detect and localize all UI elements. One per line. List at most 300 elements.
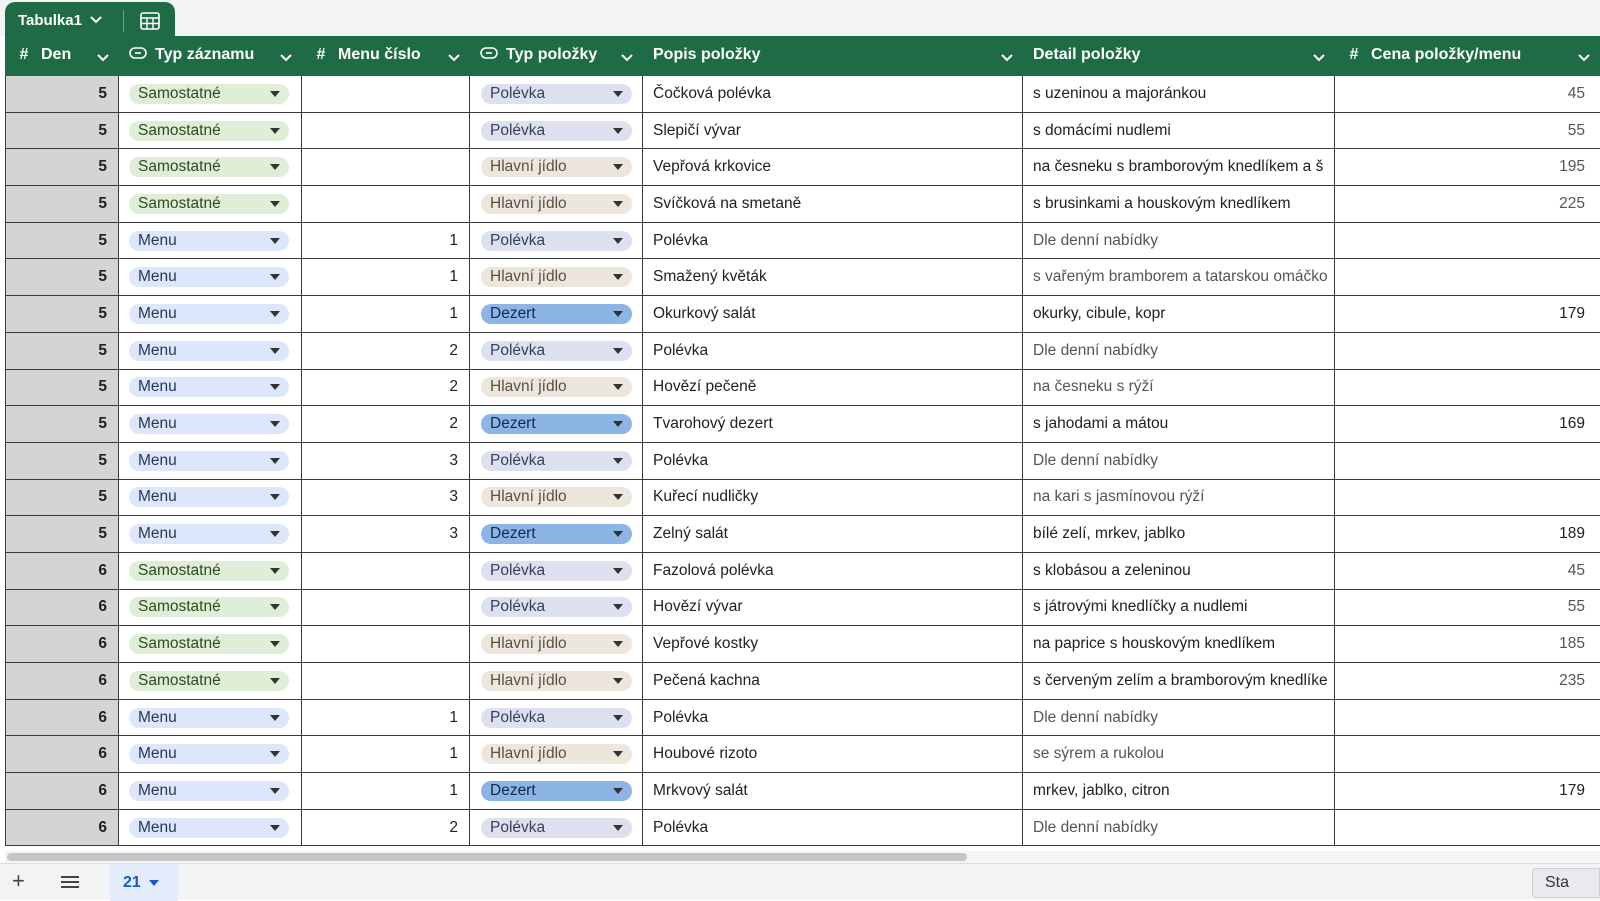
cell-cena[interactable]: 225 [1559,194,1585,212]
typ-polozky-chip[interactable] [481,524,632,544]
cell-typ-zaznamu[interactable] [119,370,302,406]
typ-polozky-chip-label: Hlavní jídlo [490,488,567,506]
cell-typ-polozky[interactable] [470,443,643,479]
cell-menu-cislo[interactable]: 1 [302,700,470,736]
typ-zaznamu-chip[interactable] [129,121,289,141]
caret-down-icon[interactable] [270,458,280,464]
cell-detail-polozky[interactable]: s vařeným bramborem a tatarskou omáčko [1023,259,1335,295]
chevron-down-icon[interactable] [90,16,102,24]
caret-down-icon[interactable] [613,494,623,500]
cell-typ-zaznamu[interactable] [119,516,302,552]
cell-typ-zaznamu[interactable] [119,333,302,369]
cell-detail-polozky[interactable]: mrkev, jablko, citron [1023,773,1335,809]
caret-down-icon[interactable] [613,568,623,574]
cell-typ-zaznamu[interactable] [119,113,302,149]
add-sheet-button[interactable]: + [12,868,25,893]
caret-down-icon[interactable] [613,238,623,244]
cell-detail-polozky[interactable]: bílé zelí, mrkev, jablko [1023,516,1335,552]
column-header-3[interactable] [302,36,470,73]
cell-typ-polozky[interactable] [470,626,643,662]
column-header-7[interactable] [1335,36,1600,73]
horizontal-scrollbar[interactable] [5,851,1600,863]
table-row[interactable] [5,626,1600,663]
column-header-label: Detail položky [1033,45,1141,63]
cell-typ-polozky[interactable] [470,296,643,332]
cell-typ-zaznamu[interactable] [119,259,302,295]
chevron-down-icon[interactable] [1578,49,1590,67]
cell-typ-zaznamu[interactable] [119,149,302,185]
cell-detail-polozky[interactable]: Dle denní nabídky [1023,223,1335,259]
cell-den[interactable]: 5 [5,296,119,332]
table-row[interactable] [5,663,1600,700]
cell-menu-cislo[interactable]: 2 [302,333,470,369]
cell-cena[interactable]: 189 [1559,525,1585,543]
cell-typ-zaznamu[interactable] [119,553,302,589]
cell-cena[interactable] [1335,443,1600,479]
caret-down-icon[interactable] [613,825,623,831]
column-header-label: Den [41,45,72,63]
typ-zaznamu-chip[interactable] [129,84,289,104]
cell-detail-polozky[interactable]: na česneku s bramborovým knedlíkem a š [1023,149,1335,185]
typ-polozky-chip[interactable] [481,634,632,654]
caret-down-icon[interactable] [270,274,280,280]
table-row[interactable] [5,259,1600,296]
cell-den[interactable]: 6 [5,663,119,699]
typ-zaznamu-chip[interactable] [129,708,289,728]
cell-detail-polozky[interactable]: Dle denní nabídky [1023,810,1335,846]
cell-popis-polozky[interactable]: Pečená kachna [643,663,1023,699]
cell-popis-polozky[interactable]: Polévka [643,443,1023,479]
cell-menu-cislo[interactable] [302,626,470,662]
cell-den[interactable]: 6 [5,700,119,736]
caret-down-icon[interactable] [613,311,623,317]
table-row[interactable] [5,149,1600,186]
cell-typ-zaznamu[interactable] [119,76,302,112]
table-row[interactable] [5,296,1600,333]
caret-down-icon[interactable] [613,604,623,610]
cell-popis-polozky[interactable]: Vepřové kostky [643,626,1023,662]
table-row[interactable] [5,810,1600,847]
typ-zaznamu-chip[interactable] [129,781,289,801]
caret-down-icon[interactable] [270,238,280,244]
caret-down-icon[interactable] [613,458,623,464]
typ-polozky-chip[interactable] [481,377,632,397]
column-header-label: Typ položky [506,45,598,63]
chevron-down-icon[interactable] [1001,49,1013,67]
cell-detail-polozky[interactable]: s brusinkami a houskovým knedlíkem [1023,186,1335,222]
cell-den[interactable]: 5 [5,113,119,149]
scrollbar-thumb[interactable] [7,853,967,861]
cell-cena[interactable]: 195 [1559,158,1585,176]
cell-typ-zaznamu[interactable] [119,626,302,662]
typ-zaznamu-chip[interactable] [129,671,289,691]
cell-typ-zaznamu[interactable] [119,810,302,846]
cell-detail-polozky[interactable]: Dle denní nabídky [1023,443,1335,479]
table-row[interactable] [5,223,1600,260]
cell-den[interactable]: 6 [5,810,119,846]
cell-cena[interactable]: 55 [1567,121,1585,139]
table-row[interactable] [5,333,1600,370]
cell-detail-polozky[interactable]: s červeným zelím a bramborovým knedlíke [1023,663,1335,699]
dropdown-chip-icon [127,46,149,64]
typ-polozky-chip[interactable] [481,267,632,287]
cell-detail-polozky[interactable]: se sýrem a rukolou [1023,736,1335,772]
cell-menu-cislo[interactable] [302,76,470,112]
typ-zaznamu-chip-label: Menu [138,341,177,359]
cell-detail-polozky[interactable]: Dle denní nabídky [1023,333,1335,369]
typ-polozky-chip[interactable] [481,597,632,617]
caret-down-icon[interactable] [613,274,623,280]
cell-popis-polozky[interactable]: Polévka [643,700,1023,736]
cell-typ-zaznamu[interactable] [119,773,302,809]
cell-typ-zaznamu[interactable] [119,700,302,736]
cell-detail-polozky[interactable]: na česneku s rýží [1023,370,1335,406]
column-header-4[interactable] [470,36,643,73]
typ-zaznamu-chip[interactable] [129,231,289,251]
cell-typ-polozky[interactable] [470,700,643,736]
typ-zaznamu-chip-label: Samostatné [138,598,221,616]
caret-down-icon[interactable] [613,201,623,207]
cell-typ-polozky[interactable] [470,370,643,406]
cell-den[interactable]: 5 [5,480,119,516]
caret-down-icon[interactable] [270,164,280,170]
typ-zaznamu-chip-label: Samostatné [138,84,221,102]
cell-typ-polozky[interactable] [470,223,643,259]
typ-zaznamu-chip-label: Samostatné [138,194,221,212]
cell-typ-polozky[interactable] [470,663,643,699]
cell-typ-zaznamu[interactable] [119,296,302,332]
caret-down-icon[interactable] [270,568,280,574]
table-row[interactable] [5,553,1600,590]
cell-den[interactable]: 6 [5,626,119,662]
table-row[interactable] [5,516,1600,553]
caret-down-icon[interactable] [270,384,280,390]
typ-polozky-chip-label: Polévka [490,598,546,616]
caret-down-icon[interactable] [270,201,280,207]
cell-cena[interactable]: 45 [1567,84,1585,102]
cell-typ-zaznamu[interactable] [119,590,302,626]
typ-polozky-chip[interactable] [481,84,632,104]
cell-popis-polozky[interactable]: Hovězí pečeně [643,370,1023,406]
cell-den[interactable]: 6 [5,773,119,809]
typ-polozky-chip[interactable] [481,744,632,764]
cell-menu-cislo[interactable] [302,663,470,699]
typ-polozky-chip[interactable] [481,231,632,251]
cell-den[interactable]: 5 [5,333,119,369]
caret-down-icon[interactable] [270,604,280,610]
cell-cena[interactable] [1335,480,1600,516]
cell-typ-zaznamu[interactable] [119,663,302,699]
typ-zaznamu-chip[interactable] [129,818,289,838]
cell-den[interactable]: 5 [5,406,119,442]
caret-down-icon[interactable] [613,788,623,794]
cell-cena[interactable]: 179 [1559,304,1585,322]
column-header-1[interactable] [5,36,119,73]
cell-detail-polozky[interactable]: okurky, cibule, kopr [1023,296,1335,332]
caret-down-icon[interactable] [270,348,280,354]
caret-down-icon[interactable] [613,751,623,757]
caret-down-icon[interactable] [270,531,280,537]
caret-down-icon[interactable] [613,91,623,97]
cell-menu-cislo[interactable] [302,186,470,222]
cell-typ-polozky[interactable] [470,553,643,589]
cell-popis-polozky[interactable]: Fazolová polévka [643,553,1023,589]
cell-typ-polozky[interactable] [470,113,643,149]
cell-cena[interactable] [1335,810,1600,846]
chevron-down-icon[interactable] [97,49,109,67]
cell-popis-polozky[interactable]: Okurkový salát [643,296,1023,332]
grid-sheet-icon[interactable] [139,10,161,37]
cell-popis-polozky[interactable]: Polévka [643,810,1023,846]
table-row[interactable] [5,76,1600,113]
table-tab[interactable] [5,2,175,38]
cell-cena[interactable]: 235 [1559,671,1585,689]
caret-down-icon[interactable] [270,128,280,134]
sheet-list-icon[interactable] [60,875,80,894]
typ-polozky-chip[interactable] [481,414,632,434]
cell-popis-polozky[interactable]: Mrkvový salát [643,773,1023,809]
cell-typ-zaznamu[interactable] [119,480,302,516]
typ-polozky-chip[interactable] [481,341,632,361]
cell-den[interactable]: 5 [5,149,119,185]
cell-typ-polozky[interactable] [470,810,643,846]
typ-zaznamu-chip[interactable] [129,524,289,544]
typ-polozky-chip[interactable] [481,671,632,691]
chevron-down-icon[interactable] [448,49,460,67]
cell-menu-cislo[interactable] [302,149,470,185]
cell-detail-polozky[interactable]: na kari s jasmínovou rýží [1023,480,1335,516]
table-row[interactable] [5,113,1600,150]
table-row[interactable] [5,590,1600,627]
typ-polozky-chip-label: Dezert [490,415,536,433]
cell-typ-polozky[interactable] [470,480,643,516]
table-row[interactable] [5,186,1600,223]
cell-menu-cislo[interactable]: 1 [302,296,470,332]
cell-typ-zaznamu[interactable] [119,736,302,772]
cell-cena[interactable] [1335,333,1600,369]
caret-down-icon[interactable] [613,641,623,647]
cell-den[interactable]: 5 [5,443,119,479]
cell-popis-polozky[interactable]: Svíčková na smetaně [643,186,1023,222]
caret-down-icon[interactable] [613,678,623,684]
caret-down-icon[interactable] [270,825,280,831]
caret-down-icon[interactable] [270,751,280,757]
typ-polozky-chip[interactable] [481,194,632,214]
typ-zaznamu-chip[interactable] [129,194,289,214]
cell-typ-polozky[interactable] [470,406,643,442]
cell-den[interactable]: 6 [5,553,119,589]
cell-menu-cislo[interactable]: 3 [302,480,470,516]
typ-polozky-chip[interactable] [481,708,632,728]
cell-detail-polozky[interactable]: Dle denní nabídky [1023,700,1335,736]
cell-menu-cislo[interactable] [302,590,470,626]
typ-polozky-chip[interactable] [481,304,632,324]
cell-popis-polozky[interactable]: Polévka [643,223,1023,259]
typ-polozky-chip-label: Polévka [490,121,546,139]
cell-menu-cislo[interactable]: 1 [302,259,470,295]
cell-cena[interactable]: 169 [1559,415,1585,433]
typ-zaznamu-chip[interactable] [129,561,289,581]
typ-polozky-chip[interactable] [481,487,632,507]
table-row[interactable] [5,736,1600,773]
typ-zaznamu-chip[interactable] [129,487,289,507]
number-type-icon: # [316,45,326,63]
cell-typ-zaznamu[interactable] [119,443,302,479]
typ-zaznamu-chip-label: Menu [138,304,177,322]
cell-detail-polozky[interactable]: s uzeninou a majoránkou [1023,76,1335,112]
cell-popis-polozky[interactable]: Hovězí vývar [643,590,1023,626]
table-row[interactable] [5,480,1600,517]
column-header-label: Typ záznamu [155,45,255,63]
cell-den[interactable]: 6 [5,590,119,626]
cell-popis-polozky[interactable]: Houbové rizoto [643,736,1023,772]
typ-polozky-chip[interactable] [481,818,632,838]
typ-polozky-chip[interactable] [481,781,632,801]
cell-detail-polozky[interactable]: s klobásou a zeleninou [1023,553,1335,589]
column-header-6[interactable] [1023,36,1335,73]
cell-menu-cislo[interactable] [302,113,470,149]
cell-cena[interactable]: 45 [1567,561,1585,579]
table-row[interactable] [5,700,1600,737]
cell-cena[interactable] [1335,736,1600,772]
caret-down-icon[interactable] [270,715,280,721]
cell-popis-polozky[interactable]: Polévka [643,333,1023,369]
typ-polozky-chip-label: Hlavní jídlo [490,745,567,763]
cell-typ-polozky[interactable] [470,516,643,552]
typ-polozky-chip[interactable] [481,121,632,141]
cell-detail-polozky[interactable]: na paprice s houskovým knedlíkem [1023,626,1335,662]
caret-down-icon[interactable] [270,91,280,97]
cell-detail-polozky[interactable]: s játrovými knedlíčky a nudlemi [1023,590,1335,626]
table-row[interactable] [5,406,1600,443]
cell-popis-polozky[interactable]: Slepičí vývar [643,113,1023,149]
cell-popis-polozky[interactable]: Zelný salát [643,516,1023,552]
typ-zaznamu-chip[interactable] [129,634,289,654]
chevron-down-icon[interactable] [1313,49,1325,67]
cell-typ-zaznamu[interactable] [119,406,302,442]
typ-zaznamu-chip[interactable] [129,157,289,177]
typ-zaznamu-chip-label: Samostatné [138,561,221,579]
caret-down-icon[interactable] [613,128,623,134]
typ-zaznamu-chip[interactable] [129,341,289,361]
cell-typ-polozky[interactable] [470,149,643,185]
cell-cena[interactable] [1335,223,1600,259]
column-header-2[interactable] [119,36,302,73]
typ-zaznamu-chip[interactable] [129,377,289,397]
cell-den[interactable]: 5 [5,259,119,295]
cell-den[interactable]: 5 [5,76,119,112]
cell-den[interactable]: 5 [5,186,119,222]
caret-down-icon[interactable] [270,788,280,794]
cell-menu-cislo[interactable] [302,553,470,589]
caret-down-icon[interactable] [149,880,159,886]
caret-down-icon[interactable] [270,421,280,427]
cell-menu-cislo[interactable]: 1 [302,736,470,772]
table-row[interactable] [5,443,1600,480]
cell-cena[interactable]: 179 [1559,781,1585,799]
typ-zaznamu-chip[interactable] [129,744,289,764]
column-header-5[interactable] [643,36,1023,73]
caret-down-icon[interactable] [270,641,280,647]
typ-zaznamu-chip[interactable] [129,414,289,434]
column-header-label: Menu číslo [338,45,421,63]
cell-popis-polozky[interactable]: Smažený květák [643,259,1023,295]
cell-typ-polozky[interactable] [470,773,643,809]
cell-menu-cislo[interactable]: 3 [302,516,470,552]
cell-menu-cislo[interactable]: 2 [302,810,470,846]
cell-den[interactable]: 5 [5,370,119,406]
caret-down-icon[interactable] [613,531,623,537]
cell-cena[interactable] [1335,370,1600,406]
caret-down-icon[interactable] [613,348,623,354]
typ-polozky-chip[interactable] [481,157,632,177]
typ-zaznamu-chip[interactable] [129,451,289,471]
cell-typ-polozky[interactable] [470,736,643,772]
tab-separator [123,10,124,32]
cell-typ-polozky[interactable] [470,259,643,295]
cell-typ-polozky[interactable] [470,76,643,112]
cell-popis-polozky[interactable]: Čočková polévka [643,76,1023,112]
caret-down-icon[interactable] [613,384,623,390]
cell-menu-cislo[interactable]: 2 [302,370,470,406]
typ-zaznamu-chip[interactable] [129,597,289,617]
typ-zaznamu-chip[interactable] [129,267,289,287]
typ-polozky-chip[interactable] [481,451,632,471]
cell-cena[interactable] [1335,700,1600,736]
caret-down-icon[interactable] [270,678,280,684]
data-grid [5,73,1600,851]
cell-popis-polozky[interactable]: Vepřová krkovice [643,149,1023,185]
caret-down-icon[interactable] [270,311,280,317]
typ-zaznamu-chip-label: Menu [138,231,177,249]
cell-menu-cislo[interactable]: 2 [302,406,470,442]
cell-typ-zaznamu[interactable] [119,186,302,222]
cell-typ-polozky[interactable] [470,186,643,222]
caret-down-icon[interactable] [270,494,280,500]
sheet-tab-active[interactable] [110,864,178,901]
caret-down-icon[interactable] [613,164,623,170]
stats-button[interactable] [1532,868,1600,898]
cell-den[interactable]: 6 [5,736,119,772]
cell-typ-polozky[interactable] [470,333,643,369]
typ-zaznamu-chip-label: Menu [138,708,177,726]
caret-down-icon[interactable] [613,715,623,721]
cell-den[interactable]: 5 [5,516,119,552]
typ-zaznamu-chip[interactable] [129,304,289,324]
cell-detail-polozky[interactable]: s jahodami a mátou [1023,406,1335,442]
cell-popis-polozky[interactable]: Tvarohový dezert [643,406,1023,442]
chevron-down-icon[interactable] [280,49,292,67]
cell-popis-polozky[interactable]: Kuřecí nudličky [643,480,1023,516]
cell-detail-polozky[interactable]: s domácími nudlemi [1023,113,1335,149]
typ-polozky-chip[interactable] [481,561,632,581]
cell-menu-cislo[interactable]: 3 [302,443,470,479]
cell-cena[interactable] [1335,259,1600,295]
cell-cena[interactable]: 55 [1567,598,1585,616]
table-row[interactable] [5,370,1600,407]
table-row[interactable] [5,773,1600,810]
cell-menu-cislo[interactable]: 1 [302,223,470,259]
cell-menu-cislo[interactable]: 1 [302,773,470,809]
typ-zaznamu-chip-label: Menu [138,818,177,836]
typ-polozky-chip-label: Dezert [490,304,536,322]
cell-den[interactable]: 5 [5,223,119,259]
cell-typ-zaznamu[interactable] [119,223,302,259]
cell-cena[interactable]: 185 [1559,635,1585,653]
cell-typ-polozky[interactable] [470,590,643,626]
chevron-down-icon[interactable] [621,49,633,67]
caret-down-icon[interactable] [613,421,623,427]
